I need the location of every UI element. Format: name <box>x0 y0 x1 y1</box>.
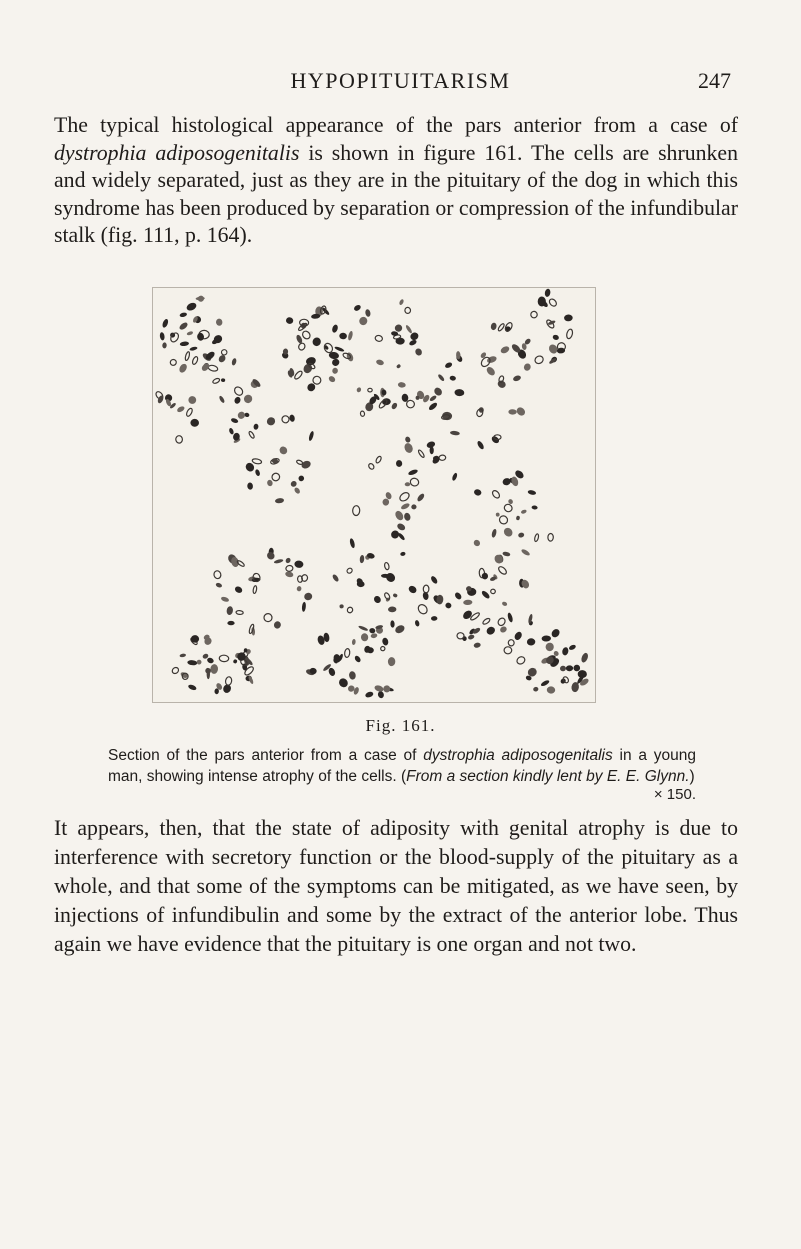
cell-nucleus <box>289 414 296 422</box>
cell-nucleus <box>180 341 190 346</box>
cell-nucleus <box>490 589 495 594</box>
cell-nucleus <box>407 584 418 594</box>
cell-nucleus <box>169 359 177 367</box>
cell-nuclei-group <box>155 288 590 699</box>
cell-nucleus <box>454 389 464 397</box>
cell-nucleus <box>396 460 403 468</box>
cell-nucleus <box>365 691 374 699</box>
cell-nucleus <box>534 355 545 365</box>
cell-nucleus <box>508 409 517 415</box>
cell-nucleus <box>369 628 376 634</box>
cell-nucleus <box>376 359 385 366</box>
cell-nucleus <box>298 475 304 481</box>
cell-nucleus <box>445 602 452 609</box>
cell-nucleus <box>216 318 223 326</box>
cell-nucleus <box>233 385 244 397</box>
cell-nucleus <box>426 440 436 449</box>
cell-nucleus <box>515 406 527 418</box>
cell-nucleus <box>187 660 197 666</box>
cell-nucleus <box>400 551 406 556</box>
cell-nucleus <box>403 442 414 454</box>
cell-nucleus <box>215 582 223 588</box>
cell-nucleus <box>408 468 419 476</box>
cell-nucleus <box>225 676 232 685</box>
cell-nucleus <box>527 638 536 646</box>
cell-nucleus <box>296 459 303 465</box>
cell-nucleus <box>481 590 491 600</box>
cell-nucleus <box>346 567 353 574</box>
cell-nucleus <box>547 686 556 694</box>
cell-nucleus <box>501 601 507 607</box>
cell-nucleus <box>370 633 377 639</box>
body-paragraph-2: It appears, then, that the state of adiposity with genital atrophy is due to interference with secretory function or the blood-supply of the pituitary as a whole, and that some of the symptoms can be mitigated, as we have seen, by injections of infundibulin and some by the extract of the anterior lobe. Thus again we have evidence that the pituitary is one organ and not two. <box>54 816 738 956</box>
cell-nucleus <box>293 487 301 495</box>
cell-nucleus <box>531 505 537 510</box>
cell-nucleus <box>568 644 576 651</box>
cell-nucleus <box>247 482 253 490</box>
figure-161-micrograph <box>152 287 596 703</box>
cell-nucleus <box>504 647 512 655</box>
cell-nucleus <box>196 659 203 666</box>
cell-nucleus <box>485 625 496 636</box>
cell-nucleus <box>520 548 530 556</box>
cell-nucleus <box>297 576 302 583</box>
cell-nucleus <box>508 639 515 646</box>
cell-nucleus <box>301 602 306 612</box>
cell-nucleus <box>431 616 437 621</box>
cell-nucleus <box>491 529 497 539</box>
cell-nucleus <box>176 436 183 444</box>
cell-nucleus <box>530 311 537 318</box>
cell-nucleus <box>496 379 507 389</box>
cell-nucleus <box>548 298 558 308</box>
cell-nucleus <box>361 633 369 641</box>
cell-nucleus <box>219 655 229 662</box>
cell-nucleus <box>262 612 273 623</box>
cell-nucleus <box>444 361 453 369</box>
cell-nucleus <box>550 628 561 639</box>
cell-nucleus <box>473 642 481 648</box>
cell-nucleus <box>248 431 255 439</box>
cell-nucleus <box>171 666 180 675</box>
cell-nucleus <box>286 317 294 325</box>
cell-nucleus <box>408 339 417 347</box>
cell-nucleus <box>233 396 241 405</box>
cell-nucleus <box>467 634 475 640</box>
cell-nucleus <box>375 335 383 342</box>
cell-nucleus <box>347 331 353 341</box>
cell-nucleus <box>560 665 567 671</box>
caption-italic-term: dystrophia adiposogenitalis <box>423 747 613 764</box>
cell-nucleus <box>311 336 322 347</box>
cell-nucleus <box>566 665 574 671</box>
cell-nucleus <box>221 349 228 356</box>
cell-nucleus <box>561 647 569 656</box>
cell-nucleus <box>433 386 444 397</box>
cell-nucleus <box>414 620 420 627</box>
cell-nucleus <box>278 445 289 456</box>
cell-nucleus <box>463 600 472 606</box>
cell-nucleus <box>416 492 425 502</box>
cell-nucleus <box>497 617 507 627</box>
page-number: 247 <box>698 68 731 93</box>
cell-nucleus <box>429 395 437 402</box>
cell-nucleus <box>417 603 429 616</box>
cell-nucleus <box>418 449 426 458</box>
cell-nucleus <box>301 330 311 341</box>
cell-nucleus <box>384 562 390 570</box>
cell-nucleus <box>400 502 410 510</box>
cell-nucleus <box>212 377 220 384</box>
cell-nucleus <box>178 362 188 373</box>
cell-nucleus <box>406 400 414 408</box>
cell-nucleus <box>218 395 225 404</box>
cell-nucleus <box>449 375 456 381</box>
cell-nucleus <box>485 365 496 377</box>
cell-nucleus <box>266 550 277 561</box>
cell-nucleus <box>227 621 234 625</box>
cell-nucleus <box>293 370 303 380</box>
cell-nucleus <box>365 309 371 317</box>
cell-nucleus <box>437 373 445 382</box>
cell-nucleus <box>281 415 289 423</box>
cell-nucleus <box>394 510 405 522</box>
cell-nucleus <box>461 609 473 621</box>
cell-nucleus <box>405 482 411 486</box>
cell-nucleus <box>394 324 403 333</box>
cell-nucleus <box>185 407 193 417</box>
cell-nucleus <box>375 455 382 463</box>
cell-nucleus <box>368 463 375 471</box>
cell-nucleus <box>383 685 391 693</box>
cell-nucleus <box>403 512 411 521</box>
cell-nucleus <box>491 489 501 499</box>
cell-nucleus <box>374 684 385 692</box>
cell-nucleus <box>298 342 307 351</box>
cell-nucleus <box>267 479 274 487</box>
cell-nucleus <box>221 378 226 382</box>
cell-nucleus <box>358 315 369 326</box>
caption-credit: From a section kindly lent by E. E. Glynn. <box>406 768 690 785</box>
cell-nucleus <box>356 387 362 393</box>
cell-nucleus <box>253 585 258 593</box>
figure-caption <box>108 745 696 787</box>
cell-nucleus <box>428 401 439 411</box>
cell-nucleus <box>303 592 313 601</box>
caption-text-b: in a young man, showing intense atrophy of the cells. ( <box>108 747 696 785</box>
running-head <box>0 68 801 98</box>
cell-nucleus <box>502 526 514 538</box>
cell-nucleus <box>254 469 260 477</box>
cell-nucleus <box>190 419 199 427</box>
cell-nucleus <box>348 671 356 680</box>
cell-nucleus <box>360 411 365 417</box>
cell-nucleus <box>197 295 205 303</box>
cell-nucleus <box>545 642 555 652</box>
cell-nucleus <box>331 324 339 333</box>
cell-nucleus <box>398 382 406 388</box>
cell-nucleus <box>520 509 527 515</box>
cell-nucleus <box>252 458 262 464</box>
cell-nucleus <box>580 652 589 663</box>
cell-nucleus <box>516 655 527 665</box>
cell-nucleus <box>533 686 539 692</box>
cell-nucleus <box>396 522 406 531</box>
caption-text-c: ) <box>689 768 695 785</box>
cell-nucleus <box>384 592 391 600</box>
cell-nucleus <box>265 416 277 428</box>
cell-nucleus <box>380 646 385 651</box>
cell-nucleus <box>236 560 245 568</box>
paragraph-1-text-a: The typical histological appearance of the pars anterior from a case of <box>54 113 738 137</box>
cell-nucleus <box>290 480 298 488</box>
cell-nucleus <box>388 657 396 666</box>
cell-nucleus <box>564 314 573 321</box>
cell-nucleus <box>423 585 429 593</box>
cell-nucleus <box>214 688 219 694</box>
running-title: HYPOPITUITARISM <box>290 68 511 93</box>
cell-nucleus <box>346 606 353 613</box>
cell-nucleus <box>352 639 356 645</box>
cell-nucleus <box>189 346 198 351</box>
cell-nucleus <box>430 575 439 585</box>
cell-nucleus <box>206 657 214 665</box>
cell-nucleus <box>179 312 187 318</box>
cell-nucleus <box>547 320 555 326</box>
cell-nucleus <box>382 637 390 646</box>
cell-nucleus <box>377 691 385 699</box>
cell-nucleus <box>331 573 339 582</box>
cell-nucleus <box>213 570 222 579</box>
cell-nucleus <box>188 396 197 405</box>
cell-nucleus <box>472 539 481 548</box>
cell-nucleus <box>159 332 165 341</box>
cell-nucleus <box>349 538 356 549</box>
cell-nucleus <box>457 633 464 639</box>
cell-nucleus <box>230 417 238 423</box>
cell-nucleus <box>161 318 169 328</box>
cell-nucleus <box>210 664 218 674</box>
caption-text-a: Section of the pars anterior from a case of <box>108 747 424 764</box>
cell-nucleus <box>308 431 315 442</box>
cell-nucleus <box>393 593 398 598</box>
cell-nucleus <box>179 653 186 657</box>
body-paragraph-1 <box>54 112 738 250</box>
cell-nucleus <box>451 472 458 481</box>
cell-nucleus <box>439 455 446 461</box>
cell-nucleus <box>169 332 180 344</box>
cell-nucleus <box>490 322 497 330</box>
cell-nucleus <box>273 620 282 629</box>
cell-nucleus <box>373 595 383 605</box>
cell-nucleus <box>399 299 405 306</box>
cell-nucleus <box>275 498 285 504</box>
cell-nucleus <box>544 288 551 297</box>
cell-nucleus <box>226 606 234 616</box>
micrograph-image <box>153 288 595 702</box>
cell-nucleus <box>352 506 360 516</box>
cell-nucleus <box>197 332 205 341</box>
cell-nucleus <box>296 586 302 592</box>
cell-nucleus <box>507 612 514 623</box>
paragraph-1-text-b: is shown in figure 161. The cells are shrunken and widely separated, just as they are in the pituitary of the dog in which this syndrome has been produced by separation or compression of the infundibular stalk (fig. 111, p. 164). <box>54 140 738 247</box>
cell-nucleus <box>242 393 253 404</box>
cell-nucleus <box>473 488 482 496</box>
cell-nucleus <box>337 677 349 689</box>
cell-nucleus <box>236 610 244 615</box>
cell-nucleus <box>391 402 399 410</box>
cell-nucleus <box>234 585 244 594</box>
cell-nucleus <box>339 333 347 340</box>
cell-nucleus <box>285 565 293 572</box>
cell-nucleus <box>518 532 525 538</box>
cell-nucleus <box>274 558 284 564</box>
cell-nucleus <box>384 571 397 584</box>
cell-nucleus <box>185 301 197 312</box>
cell-nucleus <box>497 565 507 575</box>
cell-nucleus <box>358 625 369 632</box>
cell-nucleus <box>578 670 587 678</box>
cell-nucleus <box>547 343 559 355</box>
cell-nucleus <box>541 635 551 641</box>
cell-nucleus <box>294 560 304 569</box>
cell-nucleus <box>162 342 167 348</box>
cell-nucleus <box>328 375 337 383</box>
cell-nucleus <box>368 388 372 392</box>
cell-nucleus <box>496 512 500 516</box>
cell-nucleus <box>534 533 539 541</box>
cell-nucleus <box>285 571 294 578</box>
cell-nucleus <box>388 606 397 612</box>
cell-nucleus <box>220 596 229 603</box>
cell-nucleus <box>497 323 505 332</box>
cell-nucleus <box>332 367 339 374</box>
cell-nucleus <box>499 625 508 633</box>
cell-nucleus <box>502 551 511 557</box>
cell-nucleus <box>454 591 463 600</box>
cell-nucleus <box>566 329 574 340</box>
cell-nucleus <box>208 364 219 372</box>
cell-nucleus <box>482 617 491 625</box>
cell-nucleus <box>382 498 389 505</box>
magnification-label: × 150. <box>653 786 696 803</box>
cell-nucleus <box>192 356 199 365</box>
cell-nucleus <box>405 324 413 334</box>
cell-nucleus <box>233 659 238 664</box>
cell-nucleus <box>344 648 350 657</box>
cell-nucleus <box>516 515 520 520</box>
cell-nucleus <box>398 491 410 503</box>
cell-nucleus <box>480 351 487 359</box>
cell-nucleus <box>513 630 523 641</box>
cell-nucleus <box>503 503 513 513</box>
cell-nucleus <box>236 410 246 420</box>
cell-nucleus <box>493 553 505 565</box>
cell-nucleus <box>253 423 259 430</box>
cell-nucleus <box>271 472 281 482</box>
cell-nucleus <box>476 440 485 450</box>
cell-nucleus <box>548 533 554 541</box>
cell-nucleus <box>498 514 509 525</box>
cell-nucleus <box>390 620 395 627</box>
cell-nucleus <box>411 504 418 510</box>
cell-nucleus <box>217 354 226 364</box>
cell-nucleus <box>178 321 189 331</box>
cell-nucleus <box>523 362 532 371</box>
cell-nucleus <box>500 345 511 355</box>
cell-nucleus <box>486 355 497 364</box>
cell-nucleus <box>359 555 364 564</box>
cell-nucleus <box>394 624 406 635</box>
cell-nucleus <box>396 364 401 369</box>
cell-nucleus <box>389 529 400 540</box>
paragraph-1-italic-term: dystrophia adiposogenitalis <box>54 140 300 165</box>
cell-nucleus <box>186 331 193 336</box>
cell-nucleus <box>228 427 234 435</box>
cell-nucleus <box>187 684 197 691</box>
cell-nucleus <box>540 679 550 687</box>
cell-nucleus <box>481 572 488 580</box>
cell-nucleus <box>231 358 237 366</box>
cell-nucleus <box>354 655 362 664</box>
cell-nucleus <box>339 604 344 608</box>
cell-nucleus <box>334 346 345 353</box>
cell-nucleus <box>527 489 536 495</box>
cell-nucleus <box>285 557 292 564</box>
cell-nucleus <box>313 376 321 384</box>
cell-nucleus <box>512 374 521 382</box>
cell-nucleus <box>185 351 191 361</box>
cell-nucleus <box>405 307 411 313</box>
cell-nucleus <box>414 347 423 356</box>
cell-nucleus <box>404 436 411 443</box>
cell-nucleus <box>176 405 185 413</box>
cell-nucleus <box>552 334 559 341</box>
cell-nucleus <box>450 430 460 435</box>
figure-label: Fig. 161. <box>365 716 436 735</box>
cell-nucleus <box>353 304 362 312</box>
cell-nucleus <box>409 477 419 487</box>
